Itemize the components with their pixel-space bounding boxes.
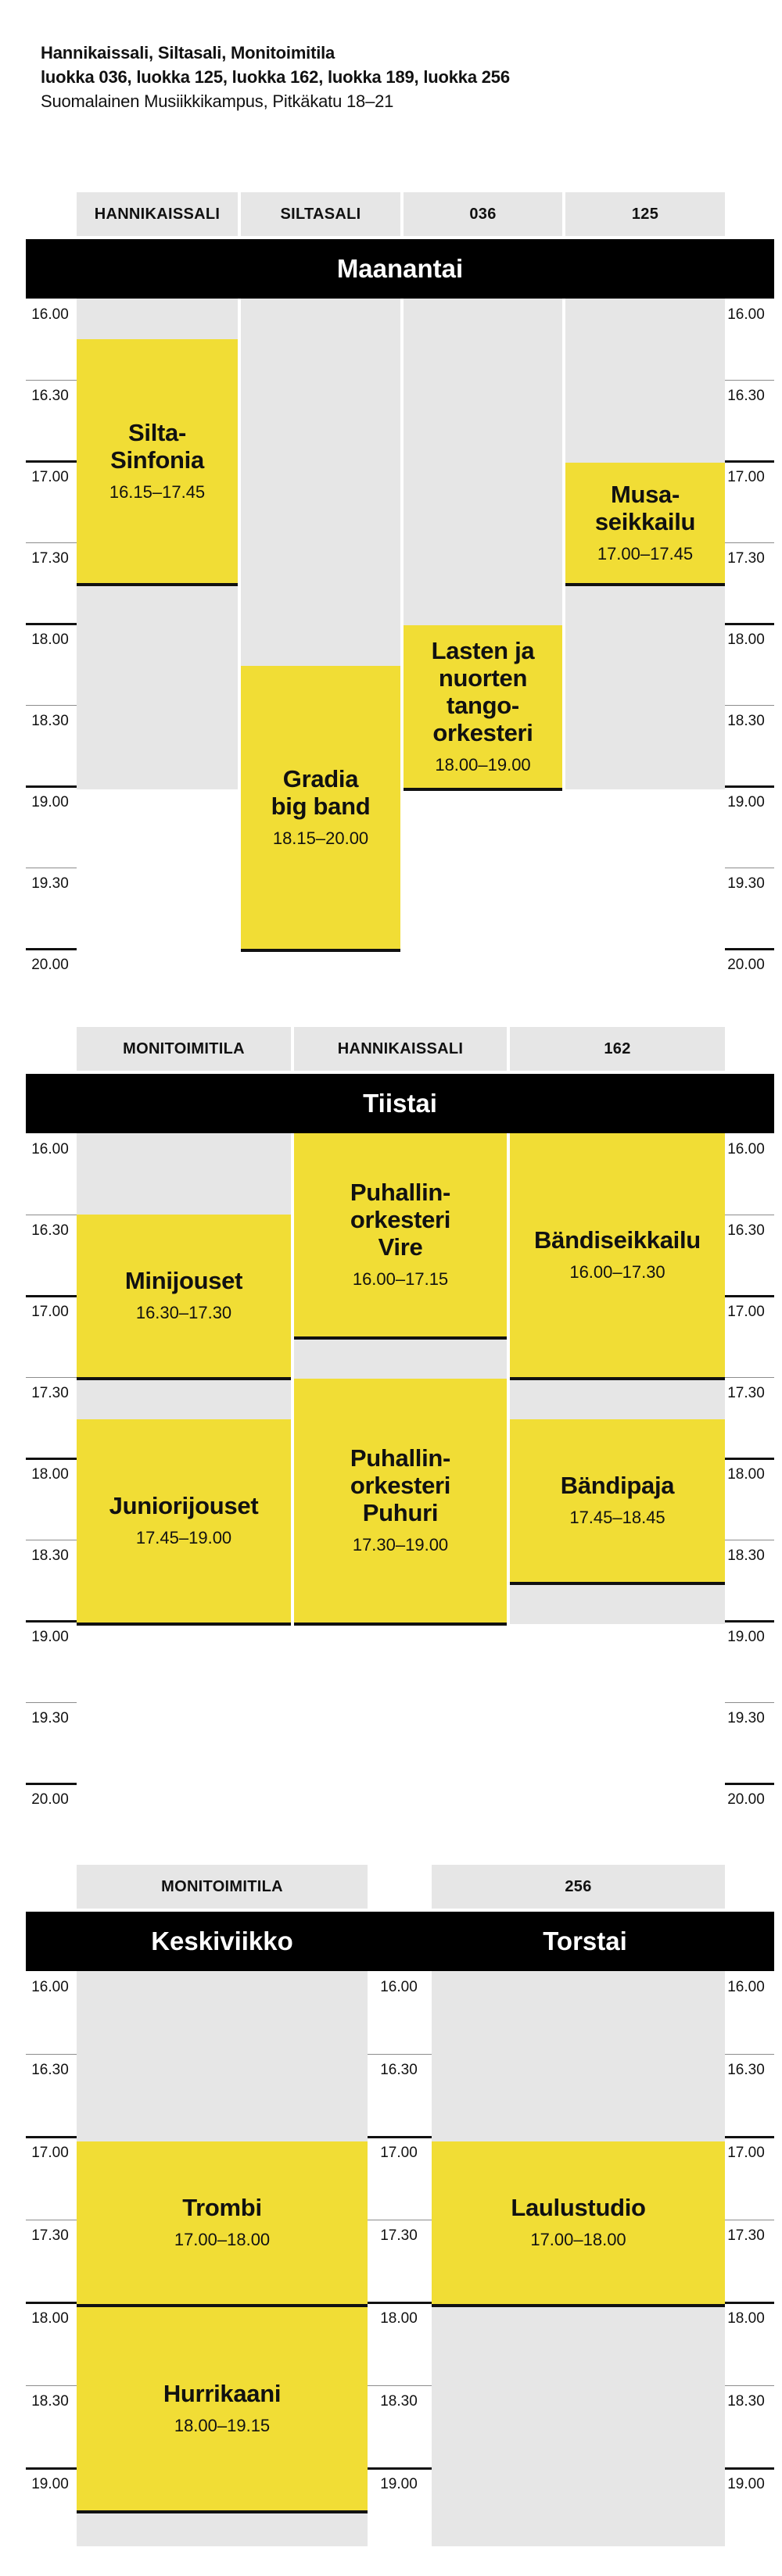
- event-time: 17.45–19.00: [135, 1528, 232, 1547]
- time-label: 17.30: [727, 550, 765, 567]
- hour-tick: [26, 623, 77, 625]
- hour-tick: [725, 1458, 774, 1460]
- day-title-wednesday: Keskiviikko: [26, 1912, 368, 1971]
- time-label: 17.00: [727, 2145, 765, 2161]
- day-title-thursday: Torstai: [368, 1912, 774, 1971]
- time-label: 19.30: [31, 875, 69, 892]
- event-name: Puhallin- orkesteri Vire: [350, 1179, 451, 1261]
- event-juniorijouset[interactable]: [77, 1419, 291, 1626]
- half-hour-tick: [725, 1377, 774, 1378]
- time-label: 19.30: [727, 1710, 765, 1726]
- half-hour-tick: [26, 1702, 77, 1703]
- event-time: 16.30–17.30: [135, 1303, 232, 1322]
- time-label: 19.00: [727, 2476, 765, 2492]
- half-hour-tick: [368, 2054, 432, 2055]
- hour-tick: [26, 2467, 77, 2470]
- time-label: 18.00: [727, 631, 765, 648]
- time-label: 16.00: [727, 1141, 765, 1157]
- hour-tick: [26, 1458, 77, 1460]
- time-label: 18.30: [727, 2393, 765, 2410]
- hour-tick: [725, 460, 774, 463]
- time-label: 16.30: [727, 388, 765, 404]
- hour-tick: [26, 948, 77, 950]
- column-header: 036: [404, 192, 562, 236]
- event-time: 16.15–17.45: [109, 481, 206, 502]
- event-time: 17.45–18.45: [569, 1508, 665, 1527]
- time-label: 20.00: [31, 1791, 69, 1808]
- hour-tick: [725, 785, 774, 788]
- half-hour-tick: [26, 1377, 77, 1378]
- time-label: 16.00: [727, 306, 765, 323]
- time-label: 17.30: [31, 2227, 69, 2244]
- time-label: 19.30: [727, 875, 765, 892]
- time-label: 17.00: [31, 1304, 69, 1320]
- event-minijouset[interactable]: [77, 1215, 291, 1380]
- time-label: 18.30: [727, 713, 765, 729]
- time-label: 18.30: [31, 713, 69, 729]
- time-label: 16.30: [31, 2062, 69, 2078]
- time-label: 17.30: [31, 1385, 69, 1401]
- tuesday-schedule: [0, 1027, 782, 1824]
- event-name: Silta- Sinfonia: [110, 418, 204, 474]
- event-gradia-big-band[interactable]: [241, 666, 400, 952]
- time-label: 18.30: [31, 1547, 69, 1564]
- event-time: 17.00–17.45: [597, 543, 694, 564]
- half-hour-tick: [26, 705, 77, 706]
- time-label: 16.00: [380, 1979, 418, 1995]
- half-hour-tick: [725, 542, 774, 543]
- event-time: 17.30–19.00: [352, 1535, 449, 1555]
- time-label: 17.30: [31, 550, 69, 567]
- time-label: 17.30: [727, 2227, 765, 2244]
- event-laulustudio[interactable]: [432, 2141, 725, 2307]
- column-header: MONITOIMITILA: [77, 1865, 368, 1909]
- event-name: Laulustudio: [511, 2194, 646, 2221]
- column-header: 162: [510, 1027, 725, 1071]
- time-label: 18.00: [380, 2310, 418, 2327]
- event-time: 18.15–20.00: [272, 828, 369, 848]
- event-name: Juniorijouset: [109, 1492, 259, 1519]
- time-label: 18.00: [31, 631, 69, 648]
- hour-tick: [725, 1620, 774, 1623]
- venue-header: [41, 41, 744, 113]
- event-lasten-ja-nuorten-tango-orkesteri[interactable]: [404, 625, 562, 791]
- event-time: 17.00–18.00: [174, 2230, 271, 2249]
- time-label: 18.00: [31, 2310, 69, 2327]
- event-bandiseikkailu[interactable]: [510, 1133, 725, 1380]
- time-label: 19.00: [727, 1629, 765, 1645]
- time-label: 17.00: [31, 469, 69, 485]
- time-label: 16.30: [727, 1222, 765, 1239]
- half-hour-tick: [725, 2385, 774, 2386]
- venue-rooms: luokka 036, luokka 125, luokka 162, luokka 189, luokka 256: [41, 67, 510, 87]
- time-label: 18.30: [31, 2393, 69, 2410]
- event-hurrikaani[interactable]: [77, 2307, 368, 2513]
- hour-tick: [725, 2302, 774, 2304]
- hour-tick: [725, 1783, 774, 1785]
- half-hour-tick: [725, 380, 774, 381]
- time-label: 18.00: [727, 2310, 765, 2327]
- time-label: 17.30: [380, 2227, 418, 2244]
- event-time: 16.00–17.30: [569, 1262, 665, 1282]
- half-hour-tick: [725, 705, 774, 706]
- time-label: 16.00: [31, 1141, 69, 1157]
- hour-tick: [368, 2302, 432, 2304]
- time-label: 17.30: [727, 1385, 765, 1401]
- half-hour-tick: [26, 2385, 77, 2386]
- wednesday-thursday-schedule: [0, 1865, 782, 2553]
- time-label: 16.00: [31, 306, 69, 323]
- day-title-monday: Maanantai: [26, 239, 774, 299]
- time-label: 19.00: [31, 1629, 69, 1645]
- event-name: Bändipaja: [560, 1472, 675, 1499]
- event-name: Minijouset: [124, 1267, 243, 1294]
- time-label: 16.30: [727, 2062, 765, 2078]
- half-hour-tick: [725, 1702, 774, 1703]
- column-header: HANNIKAISSALI: [77, 192, 238, 236]
- time-label: 18.00: [31, 1466, 69, 1483]
- time-label: 19.00: [31, 2476, 69, 2492]
- time-label: 16.30: [31, 1222, 69, 1239]
- half-hour-tick: [368, 2385, 432, 2386]
- event-name: Lasten ja nuorten tango- orkesteri: [431, 636, 535, 746]
- hour-tick: [26, 2302, 77, 2304]
- time-label: 18.00: [727, 1466, 765, 1483]
- hour-tick: [725, 1295, 774, 1297]
- event-name: Bändiseikkailu: [534, 1226, 701, 1254]
- monday-schedule: [0, 192, 782, 989]
- event-time: 17.00–18.00: [530, 2230, 626, 2249]
- time-label: 16.00: [31, 1979, 69, 1995]
- event-name: Gradia big band: [271, 764, 371, 820]
- event-name: Hurrikaani: [163, 2380, 282, 2407]
- time-label: 17.00: [727, 1304, 765, 1320]
- time-label: 19.00: [380, 2476, 418, 2492]
- hour-tick: [725, 2136, 774, 2138]
- time-label: 17.00: [727, 469, 765, 485]
- half-hour-tick: [26, 542, 77, 543]
- venue-address: Suomalainen Musiikkikampus, Pitkäkatu 18–21: [41, 91, 394, 111]
- hour-tick: [26, 1295, 77, 1297]
- half-hour-tick: [26, 2054, 77, 2055]
- hour-tick: [725, 623, 774, 625]
- event-name: Puhallin- orkesteri Puhuri: [350, 1444, 451, 1526]
- hour-tick: [368, 2467, 432, 2470]
- event-name: Musa- seikkailu: [594, 480, 696, 535]
- time-label: 17.00: [31, 2145, 69, 2161]
- time-label: 16.00: [727, 1979, 765, 1995]
- time-label: 20.00: [31, 957, 69, 973]
- hour-tick: [725, 2467, 774, 2470]
- hour-tick: [26, 1620, 77, 1623]
- hour-tick: [368, 2136, 432, 2138]
- day-title-tuesday: Tiistai: [26, 1074, 774, 1133]
- event-puhallinorkesteri-puhuri[interactable]: [294, 1379, 507, 1626]
- column-header: SILTASALI: [241, 192, 400, 236]
- time-label: 16.30: [31, 388, 69, 404]
- time-label: 20.00: [727, 957, 765, 973]
- event-time: 18.00–19.15: [174, 2416, 271, 2435]
- time-label: 16.30: [380, 2062, 418, 2078]
- time-label: 17.00: [380, 2145, 418, 2161]
- hour-tick: [26, 460, 77, 463]
- time-label: 20.00: [727, 1791, 765, 1808]
- event-time: 16.00–17.15: [352, 1269, 449, 1289]
- event-trombi[interactable]: [77, 2141, 368, 2307]
- time-label: 19.00: [727, 794, 765, 810]
- half-hour-tick: [725, 2054, 774, 2055]
- event-musaseikkailu[interactable]: [565, 463, 725, 586]
- event-name: Trombi: [182, 2194, 262, 2221]
- time-label: 18.30: [727, 1547, 765, 1564]
- hour-tick: [725, 948, 774, 950]
- hour-tick: [26, 2136, 77, 2138]
- venue-halls: Hannikaissali, Siltasali, Monitoimitila: [41, 43, 335, 63]
- time-label: 18.30: [380, 2393, 418, 2410]
- column-header: HANNIKAISSALI: [294, 1027, 507, 1071]
- event-time: 18.00–19.00: [435, 754, 531, 775]
- hour-tick: [26, 1783, 77, 1785]
- event-bandipaja[interactable]: [510, 1419, 725, 1585]
- column-header: 256: [432, 1865, 725, 1909]
- column-header: 125: [565, 192, 725, 236]
- half-hour-tick: [26, 380, 77, 381]
- event-silta-sinfonia[interactable]: [77, 339, 238, 586]
- event-puhallinorkesteri-vire[interactable]: [294, 1133, 507, 1340]
- hour-tick: [26, 785, 77, 788]
- column-header: MONITOIMITILA: [77, 1027, 291, 1071]
- time-label: 19.30: [31, 1710, 69, 1726]
- time-label: 19.00: [31, 794, 69, 810]
